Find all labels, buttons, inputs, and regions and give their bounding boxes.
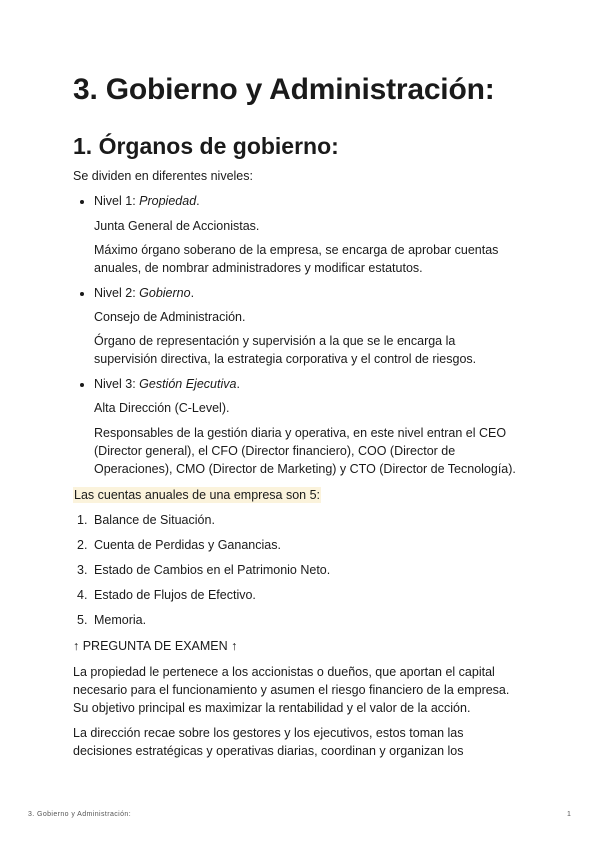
level-3-item: Nivel 3: Gestión Ejecutiva. — [94, 377, 240, 391]
level-3-desc-line: Operaciones), CMO (Director de Marketing) y CTO (Director de Tecnología). — [94, 462, 516, 476]
level-1-item: Nivel 1: Propiedad. — [94, 194, 200, 208]
footer-page-number: 1 — [567, 811, 572, 818]
accounts-heading — [73, 486, 321, 504]
paragraph-line: La propiedad le pertenece a los accionistas o dueños, que aportan el capital — [73, 665, 495, 679]
level-2-item: Nivel 2: Gobierno. — [94, 286, 195, 300]
level-3-desc-line: (Director general), el CFO (Director financiero), COO (Director de — [94, 444, 456, 458]
level-2-desc-line: supervisión directiva, la estrategia corporativa y el control de riesgos. — [94, 352, 477, 366]
level-3-organ: Alta Dirección (C-Level). — [94, 401, 230, 415]
level-label: Nivel 2: — [94, 286, 140, 300]
account-item: 1. Balance de Situación. — [77, 513, 215, 527]
footer-title: 3. Gobierno y Administración: — [28, 811, 132, 818]
level-1-desc-line: anuales, de nombrar administradores y modificar estatutos. — [94, 261, 423, 275]
level-3-desc-line: Responsables de la gestión diaria y operativa, en este nivel entran el CEO — [94, 426, 507, 440]
exam-note: ↑ PREGUNTA DE EXAMEN ↑ — [73, 639, 238, 653]
account-item: 5. Memoria. — [77, 613, 147, 627]
paragraph-line: necesario para el funcionamiento y asumen el riesgo financiero de la empresa. — [73, 683, 510, 697]
paragraph-line: La dirección recae sobre los gestores y los ejecutivos, estos toman las — [73, 726, 464, 740]
paragraph-line: decisiones estratégicas y operativas diarias, coordinan y organizan los — [73, 744, 464, 758]
page-title: 3. Gobierno y Administración: — [73, 73, 495, 106]
highlighted-text: Las cuentas anuales de una empresa son 5: — [74, 488, 321, 502]
account-item: 3. Estado de Cambios en el Patrimonio Neto. — [77, 563, 331, 577]
level-2-organ: Consejo de Administración. — [94, 310, 246, 324]
account-item: 2. Cuenta de Perdidas y Ganancias. — [77, 538, 281, 552]
section-heading: 1. Órganos de gobierno: — [73, 133, 339, 159]
level-label: Nivel 3: — [94, 377, 140, 391]
level-1-desc-line: Máximo órgano soberano de la empresa, se encarga de aprobar cuentas — [94, 243, 499, 257]
level-name: Gestión Ejecutiva — [139, 377, 237, 391]
account-item: 4. Estado de Flujos de Efectivo. — [77, 588, 256, 602]
level-name: Propiedad — [139, 194, 197, 208]
paragraph-line: Su objetivo principal es maximizar la rentabilidad y el valor de la acción. — [73, 701, 471, 715]
level-1-organ: Junta General de Accionistas. — [94, 219, 260, 233]
level-2-desc-line: Órgano de representación y supervisión a la que se le encarga la — [94, 334, 456, 348]
level-name: Gobierno — [139, 286, 191, 300]
intro-text: Se dividen en diferentes niveles: — [73, 169, 253, 183]
level-label: Nivel 1: — [94, 194, 140, 208]
